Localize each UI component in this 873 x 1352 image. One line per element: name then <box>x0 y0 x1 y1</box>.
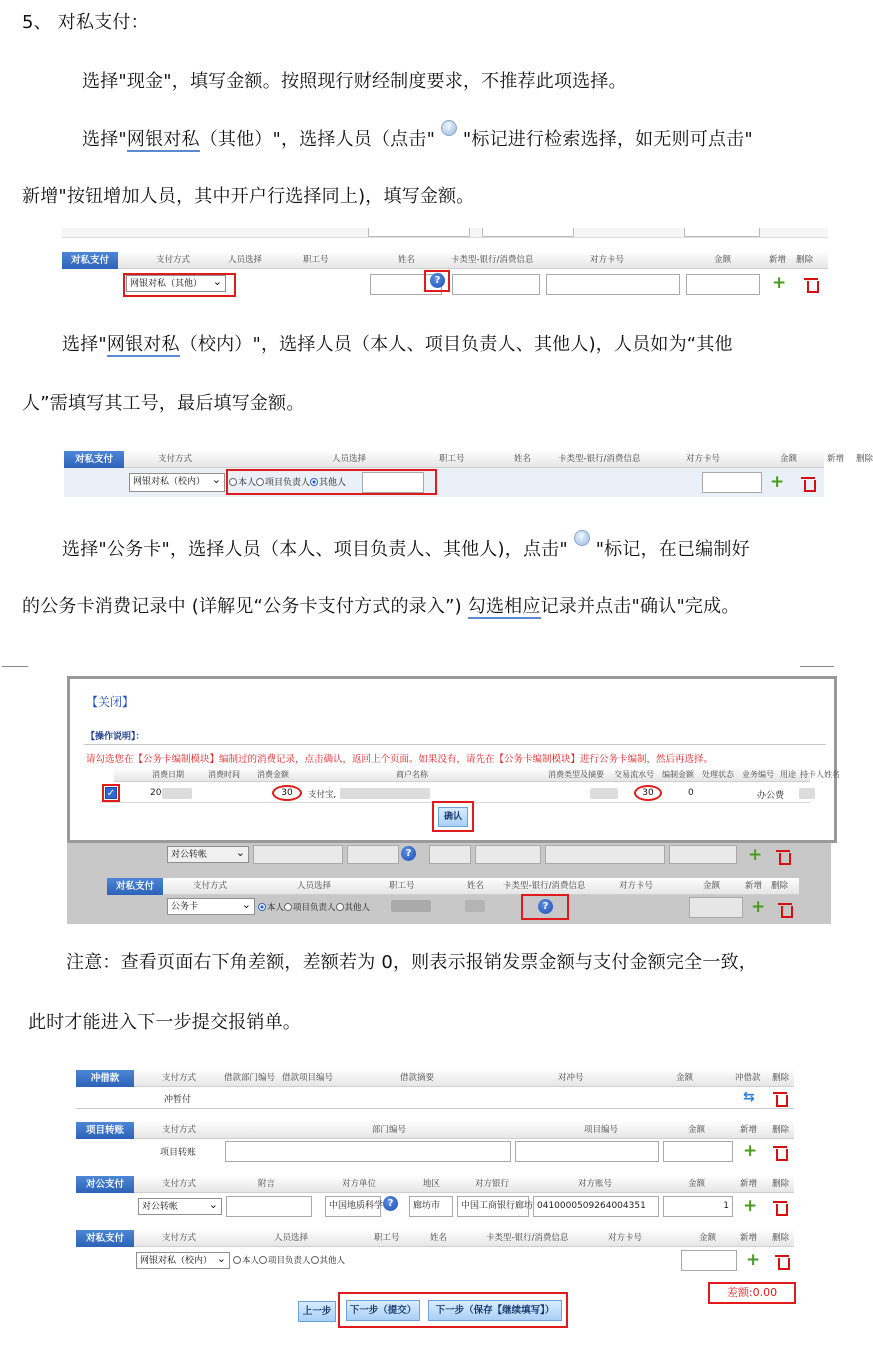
col-header: 卡类型-银行/消费信息 <box>451 255 534 265</box>
table-row[interactable] <box>100 783 810 803</box>
radio-label: 其他人 <box>319 478 347 488</box>
radio-leader[interactable] <box>284 903 292 911</box>
text: "标记进行检索选择，如无则可点击" <box>462 129 753 150</box>
divider <box>84 744 826 745</box>
col-header: 姓名 <box>398 255 416 265</box>
link-text: 勾选相应 <box>467 596 541 617</box>
person-radios <box>258 901 370 913</box>
dept-input[interactable] <box>225 1141 511 1162</box>
region-input[interactable]: 廊坊市 <box>409 1196 453 1217</box>
divider <box>76 1108 794 1109</box>
question-icon: ? <box>441 120 457 136</box>
search-question-icon[interactable]: ? <box>430 273 445 288</box>
radio-self[interactable] <box>258 903 266 911</box>
col-header: 金额 <box>676 1073 694 1083</box>
swap-icon[interactable]: ⇆ <box>743 1089 755 1105</box>
amount-input[interactable]: 1 <box>663 1196 733 1217</box>
row-label: 对公支付 <box>76 1176 134 1193</box>
col-header: 支付方式 <box>162 1125 197 1135</box>
cell-merchant: 支付宝, <box>308 790 337 800</box>
operation-label: 【操作说明】： <box>86 732 145 742</box>
col-header: 对方卡号 <box>608 1233 643 1243</box>
bg-input <box>347 845 399 864</box>
add-icon[interactable]: + <box>772 273 787 293</box>
amount-input[interactable] <box>681 1250 737 1271</box>
corp-method-select[interactable]: 对公转帐 ⌄ <box>138 1198 222 1215</box>
col-header: 人员选择 <box>228 255 263 265</box>
delete-icon[interactable] <box>774 1092 786 1105</box>
delete-icon[interactable] <box>802 477 814 490</box>
col-header: 用途 <box>780 770 796 779</box>
next-submit-button[interactable]: 下一步（提交） <box>346 1300 420 1321</box>
add-icon[interactable]: + <box>748 845 763 865</box>
difference-value: 差额:0.00 <box>708 1282 796 1304</box>
delete-icon[interactable] <box>774 1146 786 1159</box>
corp-method-select[interactable]: 对公转帐 ⌄ <box>167 846 249 863</box>
payment-method-select[interactable]: 网银对私（校内） ⌄ <box>129 473 225 492</box>
col-header: 新增 <box>827 454 845 464</box>
col-header: 新增 <box>769 255 787 265</box>
col-header: 删除 <box>856 454 873 464</box>
screenshot-private-campus <box>64 451 873 497</box>
col-header: 商户名称 <box>396 770 428 779</box>
col-header: 删除 <box>771 881 789 891</box>
add-icon[interactable]: + <box>751 897 766 917</box>
search-question-icon[interactable]: ? <box>401 846 416 861</box>
dialog-close-link[interactable]: 【关闭】 <box>86 695 135 709</box>
col-header: 姓名 <box>430 1233 448 1243</box>
col-header: 金额 <box>780 454 798 464</box>
amount-input[interactable] <box>689 897 743 918</box>
table-header <box>134 1070 794 1087</box>
instruction-text: 请勾选您在【公务卡编制模块】编制过的消费记录，点击确认，返回上个页面。如果没有，请先在【公务卡编制模块】进行公务卡编制，然后再选择。 <box>86 754 714 765</box>
para-cash: 选择"现金"，填写金额。按照现行财经制度要求，不推荐此项选择。 <box>82 71 627 92</box>
radio-label: 本人 <box>267 903 285 913</box>
col-header: 新增 <box>740 1233 758 1243</box>
radio-other[interactable] <box>311 1256 319 1264</box>
highlight-box <box>123 273 236 297</box>
payment-method-select[interactable]: 公务卡 ⌄ <box>167 898 255 915</box>
cell-status: 0 <box>688 788 694 798</box>
radio-label: 其他人 <box>344 903 371 913</box>
screenshot-private-other <box>62 228 828 300</box>
text: 选择" <box>82 129 127 150</box>
col-header: 金额 <box>714 255 732 265</box>
bg-input <box>545 845 665 864</box>
para-other-line2: 新增"按钮增加人员，其中开户行选择同上)，填写金额。 <box>22 186 475 207</box>
screenshot-card-background <box>67 842 831 924</box>
person-radios <box>233 1254 345 1266</box>
col-header: 借款摘要 <box>400 1073 435 1083</box>
row-label: 冲借款 <box>76 1070 134 1087</box>
cell-amount: 30 <box>272 785 302 801</box>
col-header: 删除 <box>772 1233 790 1243</box>
radio-leader[interactable] <box>259 1256 267 1264</box>
col-header: 项目编号 <box>584 1125 619 1135</box>
bg-input <box>669 845 737 864</box>
project-input[interactable] <box>515 1141 659 1162</box>
row-label: 对私支付 <box>64 451 124 468</box>
amount-input[interactable] <box>686 274 760 295</box>
radio-label: 本人 <box>238 478 257 488</box>
blurred-date <box>162 788 192 799</box>
col-header: 人员选择 <box>297 881 332 891</box>
radio-label: 本人 <box>242 1256 260 1266</box>
text: （其他）"，选择人员（点击" <box>199 129 436 150</box>
row-checkbox[interactable]: ✓ <box>106 788 116 799</box>
blurred-holder <box>799 788 815 799</box>
divider <box>800 666 834 667</box>
para-other-line1 <box>82 122 753 152</box>
col-header: 卡类型-银行/消费信息 <box>486 1233 569 1243</box>
section-heading: 5、 对私支付： <box>22 12 149 33</box>
col-header: 对方账号 <box>578 1179 613 1189</box>
screenshot-summary <box>76 1068 796 1334</box>
col-header: 删除 <box>796 255 814 265</box>
col-header: 姓名 <box>514 454 532 464</box>
col-header: 金额 <box>699 1233 717 1243</box>
row-label: 项目转账 <box>76 1122 134 1139</box>
add-icon[interactable]: + <box>746 1250 761 1270</box>
col-header: 处理状态 <box>702 770 734 779</box>
text: （校内）"，选择人员（本人、项目负责人、其他人)，人员如为“其他 <box>179 334 733 355</box>
col-header: 金额 <box>703 881 721 891</box>
row-label: 对私支付 <box>107 878 163 895</box>
cell-edit-amount: 30 <box>634 785 662 801</box>
para-campus-line1 <box>62 333 733 357</box>
memo-input[interactable] <box>226 1196 312 1217</box>
col-header: 附言 <box>258 1179 276 1189</box>
project-method: 项目转账 <box>160 1148 197 1158</box>
col-header: 删除 <box>772 1179 790 1189</box>
col-header: 借款部门编号 <box>224 1073 276 1083</box>
col-header: 对方卡号 <box>619 881 654 891</box>
col-header: 持卡人姓名 <box>800 770 840 779</box>
row-label: 对私支付 <box>76 1230 134 1247</box>
col-header: 借款项目编号 <box>282 1073 334 1083</box>
cell-usage: 办公费 <box>757 791 785 801</box>
text: 选择"公务卡"，选择人员（本人、项目负责人、其他人)，点击" <box>62 539 568 560</box>
col-header: 新增 <box>745 881 763 891</box>
col-header: 人员选择 <box>274 1233 309 1243</box>
highlight-box <box>226 469 437 495</box>
highlight-box <box>432 801 474 832</box>
loan-method: 冲暂付 <box>164 1095 192 1105</box>
unit-input[interactable]: 中国地质科学 <box>325 1196 381 1217</box>
table-header <box>134 1122 794 1139</box>
divider <box>2 666 28 667</box>
bg-input <box>253 845 343 864</box>
blurred-name <box>465 900 485 912</box>
highlight-box <box>102 784 120 802</box>
question-icon: ? <box>574 530 590 546</box>
col-header: 编制金额 <box>662 770 694 779</box>
col-header: 职工号 <box>303 255 329 265</box>
next-save-button[interactable]: 下一步（保存【继续填写】） <box>428 1300 562 1321</box>
col-header: 姓名 <box>467 881 485 891</box>
table-header <box>118 252 828 269</box>
col-header: 删除 <box>772 1073 790 1083</box>
col-header: 业务编号 <box>742 770 774 779</box>
radio-label: 项目负责人 <box>293 903 336 913</box>
card-number-input[interactable] <box>546 274 680 295</box>
card-type-input[interactable] <box>452 274 540 295</box>
delete-icon[interactable] <box>779 903 791 916</box>
amount-input[interactable] <box>702 472 762 493</box>
cell-date: 20 <box>150 788 162 798</box>
payment-method-select[interactable]: 网银对私（其他） ⌄ <box>126 275 226 292</box>
prev-step-button[interactable]: 上一步 <box>298 1301 336 1322</box>
bg-input <box>475 845 541 864</box>
text: 记录并点击"确认"完成。 <box>540 596 740 617</box>
delete-icon[interactable] <box>805 278 817 291</box>
col-header: 消费日期 <box>152 770 184 779</box>
col-header: 卡类型-银行/消费信息 <box>503 881 586 891</box>
bank-input[interactable]: 中国工商银行廊坊 <box>457 1196 529 1217</box>
col-header: 对冲号 <box>558 1073 584 1083</box>
col-header: 消费类型及摘要 <box>548 770 604 779</box>
col-header: 冲借款 <box>735 1073 761 1083</box>
col-header: 删除 <box>772 1125 790 1135</box>
col-header: 支付方式 <box>162 1073 197 1083</box>
col-header: 对方银行 <box>475 1179 510 1189</box>
text: 的公务卡消费记录中 (详解见“公务卡支付方式的录入”) <box>22 596 468 617</box>
radio-label: 项目负责人 <box>265 478 311 488</box>
blurred-serial <box>590 788 618 799</box>
link-text: 网银对私 <box>106 334 180 355</box>
confirm-button[interactable]: 确认 <box>438 807 468 827</box>
col-header: 支付方式 <box>162 1179 197 1189</box>
col-header: 新增 <box>740 1179 758 1189</box>
delete-icon[interactable] <box>774 1201 786 1214</box>
card-select-dialog <box>67 676 840 843</box>
search-question-icon[interactable]: ? <box>538 899 553 914</box>
col-header: 对方卡号 <box>686 454 721 464</box>
add-icon[interactable]: + <box>743 1196 758 1216</box>
col-header: 地区 <box>423 1179 441 1189</box>
col-header: 交易流水号 <box>614 770 654 779</box>
para-card-line1 <box>62 532 750 562</box>
amount-input[interactable] <box>663 1141 733 1162</box>
row-label: 对私支付 <box>62 252 118 269</box>
col-header: 支付方式 <box>162 1233 197 1243</box>
text: "标记，在已编制好 <box>595 539 750 560</box>
para-campus-line2: 人”需填写其工号，最后填写金额。 <box>22 393 305 414</box>
cropped-top <box>62 228 828 238</box>
delete-icon[interactable] <box>777 850 789 863</box>
col-header: 职工号 <box>439 454 465 464</box>
radio-other[interactable] <box>336 903 344 911</box>
col-header: 消费时间 <box>208 770 240 779</box>
text: 选择" <box>62 334 107 355</box>
payment-method-select[interactable]: 网银对私（校内） ⌄ <box>136 1252 230 1269</box>
delete-icon[interactable] <box>776 1255 788 1268</box>
table-header <box>163 878 799 895</box>
col-header: 人员选择 <box>332 454 367 464</box>
blurred-staff-id <box>391 900 431 912</box>
col-header: 职工号 <box>374 1233 400 1243</box>
col-header: 卡类型-银行/消费信息 <box>558 454 641 464</box>
radio-label: 项目负责人 <box>268 1256 311 1266</box>
col-header: 支付方式 <box>193 881 228 891</box>
col-header: 部门编号 <box>372 1125 407 1135</box>
dialog-table-header <box>114 768 840 782</box>
col-header: 金额 <box>688 1179 706 1189</box>
link-text: 网银对私 <box>126 129 200 150</box>
col-header: 新增 <box>740 1125 758 1135</box>
blurred-merchant <box>340 788 430 799</box>
para-note-line2: 此时才能进入下一步提交报销单。 <box>28 1012 301 1033</box>
table-header <box>134 1176 794 1193</box>
table-header <box>134 1230 794 1247</box>
col-header: 支付方式 <box>158 454 193 464</box>
search-question-icon[interactable]: ? <box>383 1196 398 1211</box>
col-header: 消费金额 <box>257 770 289 779</box>
radio-self[interactable] <box>233 1256 241 1264</box>
col-header: 金额 <box>688 1125 706 1135</box>
para-card-line2 <box>22 595 740 619</box>
para-note-line1: 注意：查看页面右下角差额，差额若为 0，则表示报销发票金额与支付金额完全一致， <box>66 952 757 973</box>
bg-input <box>429 845 471 864</box>
radio-label: 其他人 <box>319 1256 346 1266</box>
col-header: 对方单位 <box>342 1179 377 1189</box>
account-input[interactable]: 0410000509264004351 <box>533 1196 659 1217</box>
add-icon[interactable]: + <box>770 472 785 492</box>
col-header: 职工号 <box>389 881 415 891</box>
col-header: 对方卡号 <box>590 255 625 265</box>
add-icon[interactable]: + <box>743 1141 758 1161</box>
table-header <box>124 451 873 468</box>
col-header: 支付方式 <box>156 255 191 265</box>
